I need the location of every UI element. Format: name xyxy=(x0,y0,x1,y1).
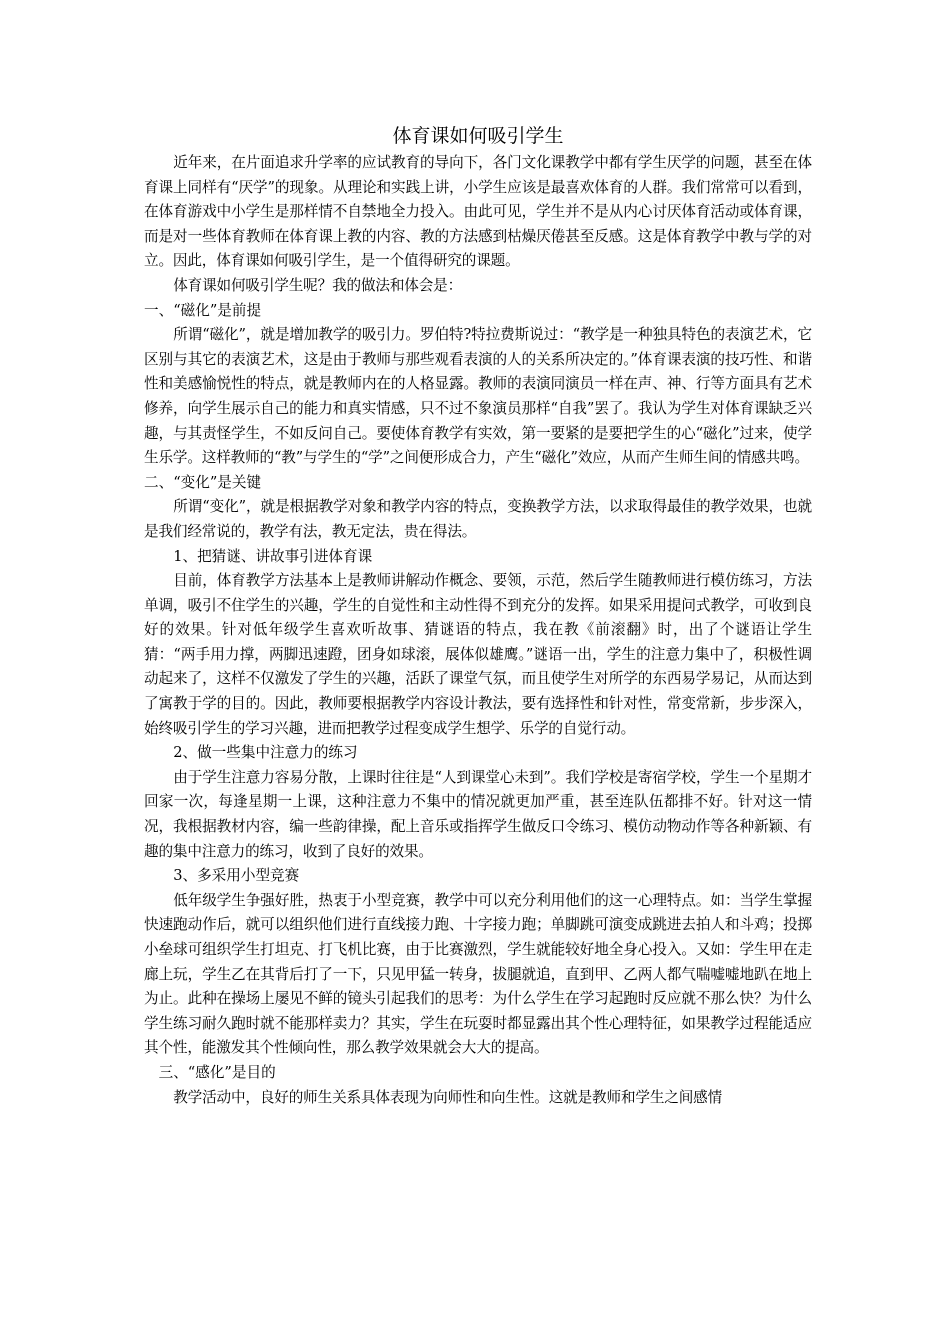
method-intro-paragraph: 体育课如何吸引学生呢？我的做法和体会是： xyxy=(173,276,463,294)
subheading-attention-exercises: 2、做一些集中注意力的练习 xyxy=(173,744,358,762)
influence-paragraph: 教学活动中，良好的师生关系具体表现为向师性和向生性。这就是教师和学生之间感情 xyxy=(173,1088,723,1106)
riddles-paragraph: 目前，体育教学方法基本上是教师讲解动作概念、要领，示范，然后学生随教师进行模仿练习，方法单调，吸引不住学生的兴趣，学生的自觉性和主动性得不到充分的发挥。如果采用提问式教学，可收到良好的效果。针对低年级学生喜欢听故事、猜谜语的特点，我在教《前滚翻》时，出了个谜语让学生猜：“两手用力撑，两脚迅速蹬，团身如球滚，展体似雄鹰。”谜语一出，学生的注意力集中了，积极性调动起来了，这样不仅激发了学生的兴趣，活跃了课堂气氛，而且使学生对所学的东西易学易记，从而达到了寓教于学的目的。因此，教师要根据教学内容设计教法，要有选择性和针对性，常变常新，步步深入，始终吸引学生的学习兴趣，进而把教学过程变成学生想学、乐学的自觉行动。 xyxy=(144,572,812,737)
section-heading-magnetize: 一、“磁化”是前提 xyxy=(144,301,262,319)
document-body xyxy=(144,121,812,1110)
attention-paragraph: 由于学生注意力容易分散，上课时往往是“人到课堂心未到”。我们学校是寄宿学校，学生一个星期才回家一次，每逢星期一上课，这种注意力不集中的情况就更加严重，甚至连队伍都排不好。针对这一情况，我根据教材内容，编一些韵律操，配上音乐或指挥学生做反口令练习、模仿动物动作等各种新颖、有趣的集中注意力的练习，收到了良好的效果。 xyxy=(144,768,812,860)
document-title: 体育课如何吸引学生 xyxy=(392,125,564,147)
section-heading-influence: 三、“感化”是目的 xyxy=(158,1063,276,1081)
section-heading-change: 二、“变化”是关键 xyxy=(144,473,262,491)
change-paragraph: 所谓“变化”，就是根据教学对象和教学内容的特点，变换教学方法，以求取得最佳的教学效果，也就是我们经常说的，教学有法，教无定法，贵在得法。 xyxy=(144,498,812,540)
subheading-riddles-stories: 1、把猜谜、讲故事引进体育课 xyxy=(173,547,373,565)
competitions-paragraph: 低年级学生争强好胜，热衷于小型竞赛，教学中可以充分利用他们的这一心理特点。如：当学生掌握快速跑动作后，就可以组织他们进行直线接力跑、十字接力跑；单脚跳可演变成跳进去拍人和斗鸡；投掷小垒球可组织学生打坦克、打飞机比赛，由于比赛激烈，学生就能较好地全身心投入。又如：学生甲在走廊上玩，学生乙在其背后打了一下，只见甲猛一转身，拔腿就追，直到甲、乙两人都气喘嘘嘘地趴在地上为止。此种在操场上屡见不鲜的镜头引起我们的思考：为什么学生在学习起跑时反应就不那么快？为什么学生练习耐久跑时就不能那样卖力？其实，学生在玩耍时都显露出其个性心理特征，如果教学过程能适应其个性，能激发其个性倾向性，那么教学效果就会大大的提高。 xyxy=(144,891,812,1057)
magnetize-paragraph: 所谓“磁化”，就是增加教学的吸引力。罗伯特?特拉费斯说过：“教学是一种独具特色的表演艺术，它区别与其它的表演艺术，这是由于教师与那些观看表演的人的关系所决定的。”体育课表演的技巧性、和谐性和美感愉悦性的特点，就是教师内在的人格显露。教师的表演同演员一样在声、神、行等方面具有艺术修养，向学生展示自己的能力和真实情感，只不过不象演员那样“自我”罢了。我认为学生对体育课缺乏兴趣，与其责怪学生，不如反问自己。要使体育教学有实效，第一要紧的是要把学生的心“磁化”过来，使学生乐学。这样教师的“教”与学生的“学”之间便形成合力，产生“磁化”效应，从而产生师生间的情感共鸣。 xyxy=(144,326,812,467)
subheading-small-competitions: 3、多采用小型竞赛 xyxy=(173,867,300,885)
intro-paragraph: 近年来，在片面追求升学率的应试教育的导向下，各门文化课教学中都有学生厌学的问题，甚至在体育课上同样有“厌学”的现象。从理论和实践上讲，小学生应该是最喜欢体育的人群。我们常常可以看到，在体育游戏中小学生是那样情不自禁地全力投入。由此可见，学生并不是从内心讨厌体育活动或体育课，而是对一些体育教师在体育课上教的内容、教的方法感到枯燥厌倦甚至反感。这是体育教学中教与学的对立。因此，体育课如何吸引学生，是一个值得研究的课题。 xyxy=(144,154,812,270)
